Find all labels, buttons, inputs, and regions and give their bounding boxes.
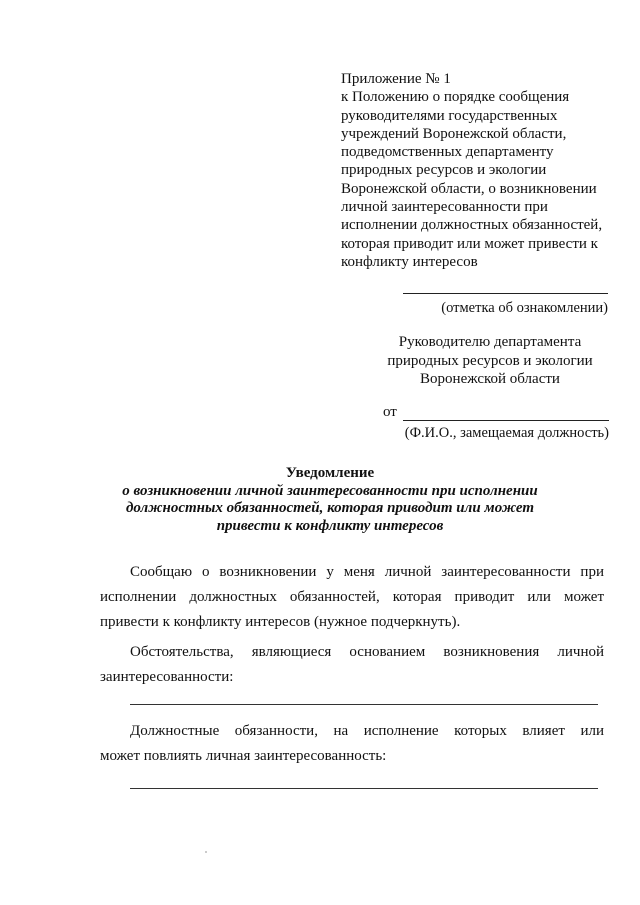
appendix-line: природных ресурсов и экологии [341,162,547,179]
appendix-line: конфликту интересов [341,253,478,270]
sender-fill-line [403,408,609,421]
addressee-line: Руководителю департамента [398,334,582,350]
appendix-line: Приложение № 1 [341,71,451,87]
sender-caption: (Ф.И.О., замещаемая должность) [404,425,609,441]
paragraph-duties [100,719,604,769]
paragraph-line: Должностные обязанности, на исполнение которых влияет или [130,723,604,739]
paragraph-statement [100,560,604,635]
sender-block [383,404,609,442]
notice-title-sub: привести к конфликту интересов [216,517,444,534]
addressee-block [370,333,610,389]
sender-label: от [383,404,397,420]
appendix-line: личной заинтересованности при [341,199,548,216]
notice-title-sub: должностных обязанностей, которая приводит или может [125,500,535,516]
paragraph-line: Обстоятельства, являющиеся основанием возникновения личной [130,644,604,660]
paragraph-line: исполнении должностных обязанностей, которая приводит или может [100,589,604,605]
appendix-line: подведомственных департаменту [341,144,554,161]
sender-row [383,404,609,421]
appendix-header [341,70,611,271]
notice-title [100,465,560,535]
appendix-line: к Положению о порядке сообщения [341,89,570,106]
paragraph-circumstances [100,640,604,690]
notice-title-sub: о возникновении личной заинтересованности при исполнении [122,482,538,499]
paragraph-line: Сообщаю о возникновении у меня личной заинтересованности при [130,564,604,580]
appendix-line: Воронежской области, о возникновении [341,180,597,197]
paragraph-line: привести к конфликту интересов (нужное подчеркнуть). [100,614,461,630]
acknowledgement-caption: (отметка об ознакомлении) [441,300,608,316]
circumstances-fill-line [130,704,598,705]
paragraph-line: заинтересованности: [100,669,234,685]
scan-speck [205,851,207,853]
duties-fill-line [130,788,598,789]
acknowledgement-signature-line [403,293,608,294]
addressee-line: Воронежской области [420,371,560,387]
paragraph-line: может повлиять личная заинтересованность: [100,748,387,764]
acknowledgement-block [403,293,608,317]
appendix-line: руководителями государственных [341,107,558,124]
addressee-line: природных ресурсов и экологии [387,352,593,369]
appendix-line: исполнении должностных обязанностей, [341,217,603,234]
notice-title-main: Уведомление [285,465,375,481]
appendix-line: которая приводит или может привести к [341,235,598,252]
appendix-line: учреждений Воронежской области, [341,125,567,142]
